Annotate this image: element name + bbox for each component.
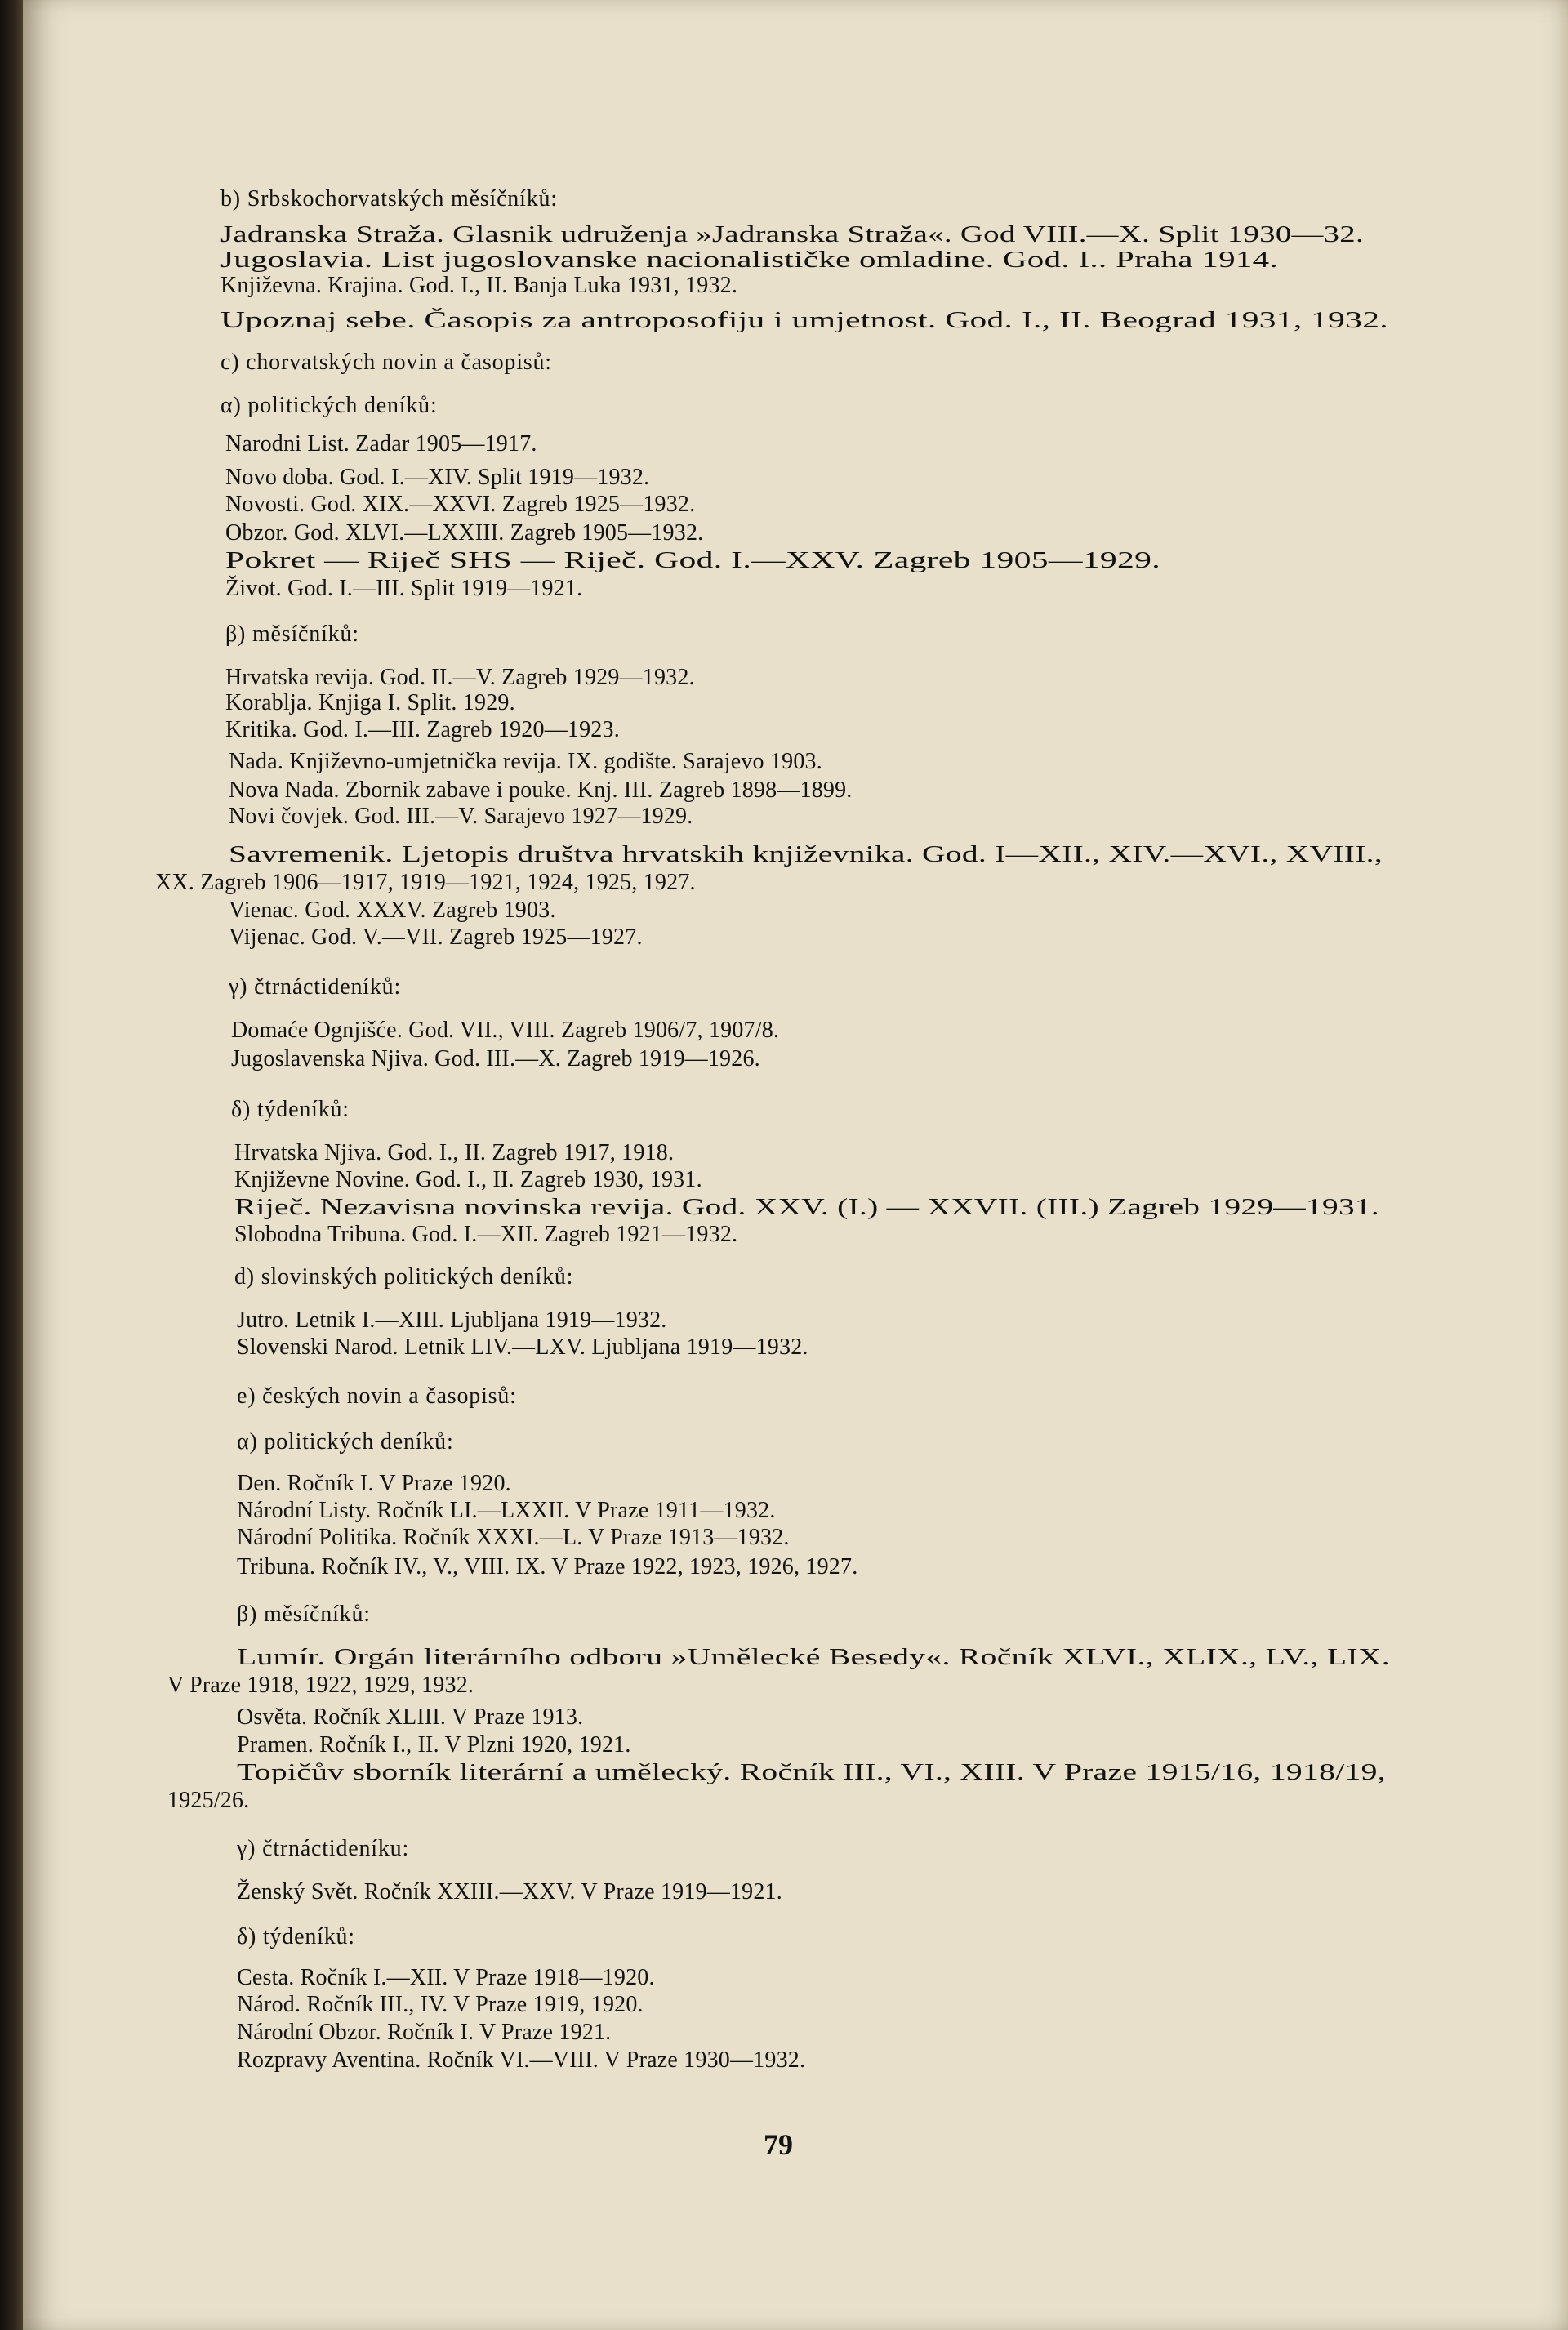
entry-line: Vienac. God. XXXV. Zagreb 1903. (229, 898, 556, 923)
entry-line: Narodni List. Zadar 1905—1917. (225, 431, 537, 457)
entry-line: Savremenik. Ljetopis društva hrvatskih književnika. God. I—XII., XIV.—XVI., XVIII., (229, 842, 1383, 867)
entry-line: Nada. Književno-umjetnička revija. IX. godište. Sarajevo 1903. (229, 749, 822, 774)
entry-line: Národní Listy. Ročník LI.—LXXII. V Praze 1911—1932. (237, 1498, 776, 1523)
entry-line: Život. God. I.—III. Split 1919—1921. (225, 576, 583, 601)
entry-line: Književna. Krajina. God. I., II. Banja Luka 1931, 1932. (220, 273, 738, 298)
entry-line: Nova Nada. Zbornik zabave i pouke. Knj. III. Zagreb 1898—1899. (229, 777, 853, 803)
section-heading: δ) týdeníků: (231, 1097, 350, 1122)
entry-line: Jutro. Letnik I.—XIII. Ljubljana 1919—1932. (237, 1308, 667, 1333)
entry-line: Lumír. Orgán literárního odboru »Umělecké Besedy«. Ročník XLVI., XLIX., LV., LIX. (237, 1645, 1391, 1670)
entry-line: Národní Politika. Ročník XXXI.—L. V Praze 1913—1932. (237, 1525, 790, 1550)
entry-line: Slovenski Narod. Letnik LIV.—LXV. Ljubljana 1919—1932. (237, 1334, 808, 1360)
entry-line: Ženský Svět. Ročník XXIII.—XXV. V Praze 1919—1921. (237, 1879, 782, 1905)
entry-line: Jadranska Straža. Glasnik udruženja »Jadranska Straža«. God VIII.—X. Split 1930—32. (220, 222, 1364, 247)
entry-line: Topičův sborník literární a umělecký. Ročník III., VI., XIII. V Praze 1915/16, 1918/19, (237, 1760, 1386, 1785)
entry-line: Književne Novine. God. I., II. Zagreb 1930, 1931. (234, 1167, 702, 1192)
entry-line: Riječ. Nezavisna novinska revija. God. XXV. (I.) — XXVII. (III.) Zagreb 1929—1931. (234, 1195, 1380, 1220)
entry-line: Národ. Ročník III., IV. V Praze 1919, 1920. (237, 1992, 644, 2017)
section-heading: c) chorvatských novin a časopisů: (220, 350, 552, 375)
section-heading: β) měsíčníků: (225, 621, 359, 647)
entry-line: Novo doba. God. I.—XIV. Split 1919—1932. (225, 465, 650, 490)
section-heading: b) Srbskochorvatských měsíčníků: (220, 186, 558, 212)
page-number: 79 (764, 2128, 793, 2161)
entry-line: Slobodna Tribuna. God. I.—XII. Zagreb 1921—1932. (234, 1222, 738, 1247)
entry-line: Novosti. God. XIX.—XXVI. Zagreb 1925—1932. (225, 492, 696, 517)
entry-line: Hrvatska Njiva. God. I., II. Zagreb 1917, 1918. (234, 1140, 675, 1165)
entry-line: Cesta. Ročník I.—XII. V Praze 1918—1920. (237, 1965, 655, 1990)
section-heading: β) měsíčníků: (237, 1602, 371, 1627)
entry-line: Den. Ročník I. V Praze 1920. (237, 1471, 511, 1496)
section-heading: α) politických deníků: (220, 393, 438, 418)
section-heading: δ) týdeníků: (237, 1924, 355, 1949)
entry-line: Vijenac. God. V.—VII. Zagreb 1925—1927. (229, 924, 643, 950)
entry-line: Osvěta. Ročník XLIII. V Praze 1913. (237, 1704, 584, 1730)
entry-line: Upoznaj sebe. Časopis za antroposofiju i umjetnost. God. I., II. Beograd 1931, 1932. (220, 308, 1388, 333)
entry-line: 1925/26. (167, 1788, 250, 1813)
section-heading: e) českých novin a časopisů: (237, 1383, 517, 1409)
section-heading: d) slovinských politických deníků: (234, 1264, 574, 1290)
entry-line: V Praze 1918, 1922, 1929, 1932. (167, 1673, 474, 1698)
entry-line: Obzor. God. XLVI.—LXXIII. Zagreb 1905—1932. (225, 520, 704, 546)
entry-line: Jugoslavenska Njiva. God. III.—X. Zagreb 1919—1926. (231, 1046, 760, 1071)
entry-line: Rozpravy Aventina. Ročník VI.—VIII. V Praze 1930—1932. (237, 2047, 806, 2073)
entry-line: Tribuna. Ročník IV., V., VIII. IX. V Praze 1922, 1923, 1926, 1927. (237, 1554, 858, 1579)
section-heading: γ) čtrnáctideníků: (229, 974, 402, 1000)
entry-line: Národní Obzor. Ročník I. V Praze 1921. (237, 2020, 612, 2045)
entry-line: Jugoslavia. List jugoslovanske nacionalističke omladine. God. I.. Praha 1914. (220, 247, 1278, 273)
entry-line: Pramen. Ročník I., II. V Plzni 1920, 1921. (237, 1732, 631, 1758)
entry-line: Novi čovjek. God. III.—V. Sarajevo 1927—1929. (229, 804, 693, 829)
section-heading: γ) čtrnáctideníku: (237, 1836, 410, 1861)
entry-line: Domaće Ognjišće. God. VII., VIII. Zagreb 1906/7, 1907/8. (231, 1018, 780, 1043)
entry-line: Hrvatska revija. God. II.—V. Zagreb 1929—1932. (225, 665, 695, 690)
entry-line: XX. Zagreb 1906—1917, 1919—1921, 1924, 1925, 1927. (155, 870, 696, 895)
entry-line: Korablja. Knjiga I. Split. 1929. (225, 690, 515, 715)
entry-line: Kritika. God. I.—III. Zagreb 1920—1923. (225, 717, 620, 742)
entry-line: Pokret — Riječ SHS — Riječ. God. I.—XXV. Zagreb 1905—1929. (225, 548, 1160, 573)
section-heading: α) politických deníků: (237, 1429, 454, 1455)
